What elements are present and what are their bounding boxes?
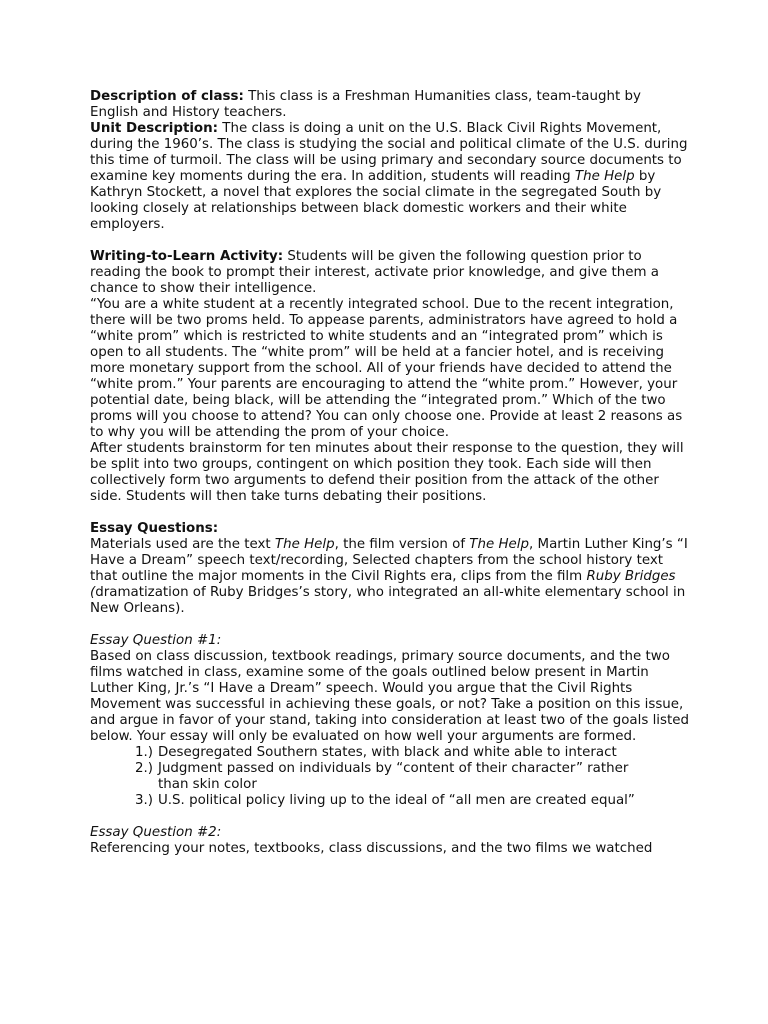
- list-number: 1.): [135, 745, 154, 760]
- list-item: [90, 793, 690, 809]
- materials-text-3: , Martin Luther King’s “I Have a Dream” speech text/recording, Selected chapters from the school history text that outline the major moments in the Civil Rights era, clips from the film: [90, 537, 688, 584]
- activity-followup: After students brainstorm for ten minutes about their response to the question, they will be split into two groups, contingent on which position they took. Each side will then collectively form two arguments to defend their position from the attack of the other side. Students will then take turns debating their positions.: [90, 441, 684, 504]
- essay-materials: [90, 537, 690, 617]
- activity-heading: Writing-to-Learn Activity:: [90, 249, 284, 264]
- list-number: 3.): [135, 793, 154, 808]
- spacer: [90, 233, 690, 249]
- spacer: [90, 617, 690, 633]
- list-text: Judgment passed on individuals by “content of their character” rather: [158, 761, 629, 776]
- list-text-continued: than skin color: [158, 777, 257, 792]
- activity-text: Students will be given the following question prior to reading the book to prompt their interest, activate prior knowledge, and give them a chance to show their intelligence.: [90, 249, 660, 296]
- goals-list: [90, 745, 690, 809]
- document-page: [90, 89, 690, 857]
- essay-question-2-label: Essay Question #2:: [90, 825, 222, 840]
- materials-text-4: dramatization of Ruby Bridges’s story, who integrated an all-white elementary school in New Orleans).: [90, 585, 686, 616]
- book-title: The Help: [574, 169, 635, 184]
- materials-text-2: , the film version of: [334, 537, 470, 552]
- list-number: 2.): [135, 761, 154, 776]
- activity-intro: [90, 249, 690, 297]
- essay-question-2-text: Referencing your notes, textbooks, class discussions, and the two films we watched: [90, 841, 653, 856]
- list-text: Desegregated Southern states, with black and white able to interact: [158, 745, 617, 760]
- spacer: [90, 809, 690, 825]
- unit-description-text: The class is doing a unit on the U.S. Black Civil Rights Movement, during the 1960’s. The class is studying the social and political climate of the U.S. during this time of turmoil. The class will be using primary and secondary source documents to examine key moments during the era. In addition, students will reading: [90, 121, 688, 184]
- materials-text-1: Materials used are the text: [90, 537, 275, 552]
- activity-prompt: “You are a white student at a recently integrated school. Due to the recent integration, there will be two proms held. To appease parents, administrators have agreed to hold a “white prom” which is restricted to white students and an “integrated prom” which is open to all students. The “white prom” will be held at a fancier hotel, and is receiving more monetary support from the school. All of your friends have decided to attend the “white prom.” Your parents are encouraging to attend the “white prom.” However, your potential date, being black, will be attending the “integrated prom.” Which of the two proms will you choose to attend? You can only choose one. Provide at least 2 reasons as to why you will be attending the prom of your choice.: [90, 297, 683, 440]
- list-item: [90, 761, 690, 793]
- list-text: U.S. political policy living up to the ideal of “all men are created equal”: [158, 793, 635, 808]
- class-description: [90, 89, 690, 121]
- essay-question-1-text: Based on class discussion, textbook readings, primary source documents, and the two films watched in class, examine some of the goals outlined below present in Martin Luther King, Jr.’s “I Have a Dream” speech. Would you argue that the Civil Rights Movement was successful in achieving these goals, or not? Take a position on this issue, and argue in favor of your stand, taking into consideration at least two of the goals listed below. Your essay will only be evaluated on how well your arguments are formed.: [90, 649, 689, 744]
- materials-title-3: Ruby Bridges (: [90, 569, 676, 600]
- essay-heading: Essay Questions:: [90, 521, 219, 536]
- unit-description-heading: Unit Description:: [90, 121, 219, 136]
- materials-title-1: The Help: [274, 537, 335, 552]
- unit-description-text-end: by Kathryn Stockett, a novel that explores the social climate in the segregated South by looking closely at relationships between black domestic workers and their white employers.: [90, 169, 662, 232]
- materials-title-2: The Help: [469, 537, 529, 552]
- essay-question-1-label: Essay Question #1:: [90, 633, 222, 648]
- unit-description: [90, 121, 690, 233]
- class-description-heading: Description of class:: [90, 89, 244, 104]
- spacer: [90, 505, 690, 521]
- list-item: [90, 745, 690, 761]
- class-description-text: This class is a Freshman Humanities class, team-taught by English and History teachers.: [90, 89, 641, 120]
